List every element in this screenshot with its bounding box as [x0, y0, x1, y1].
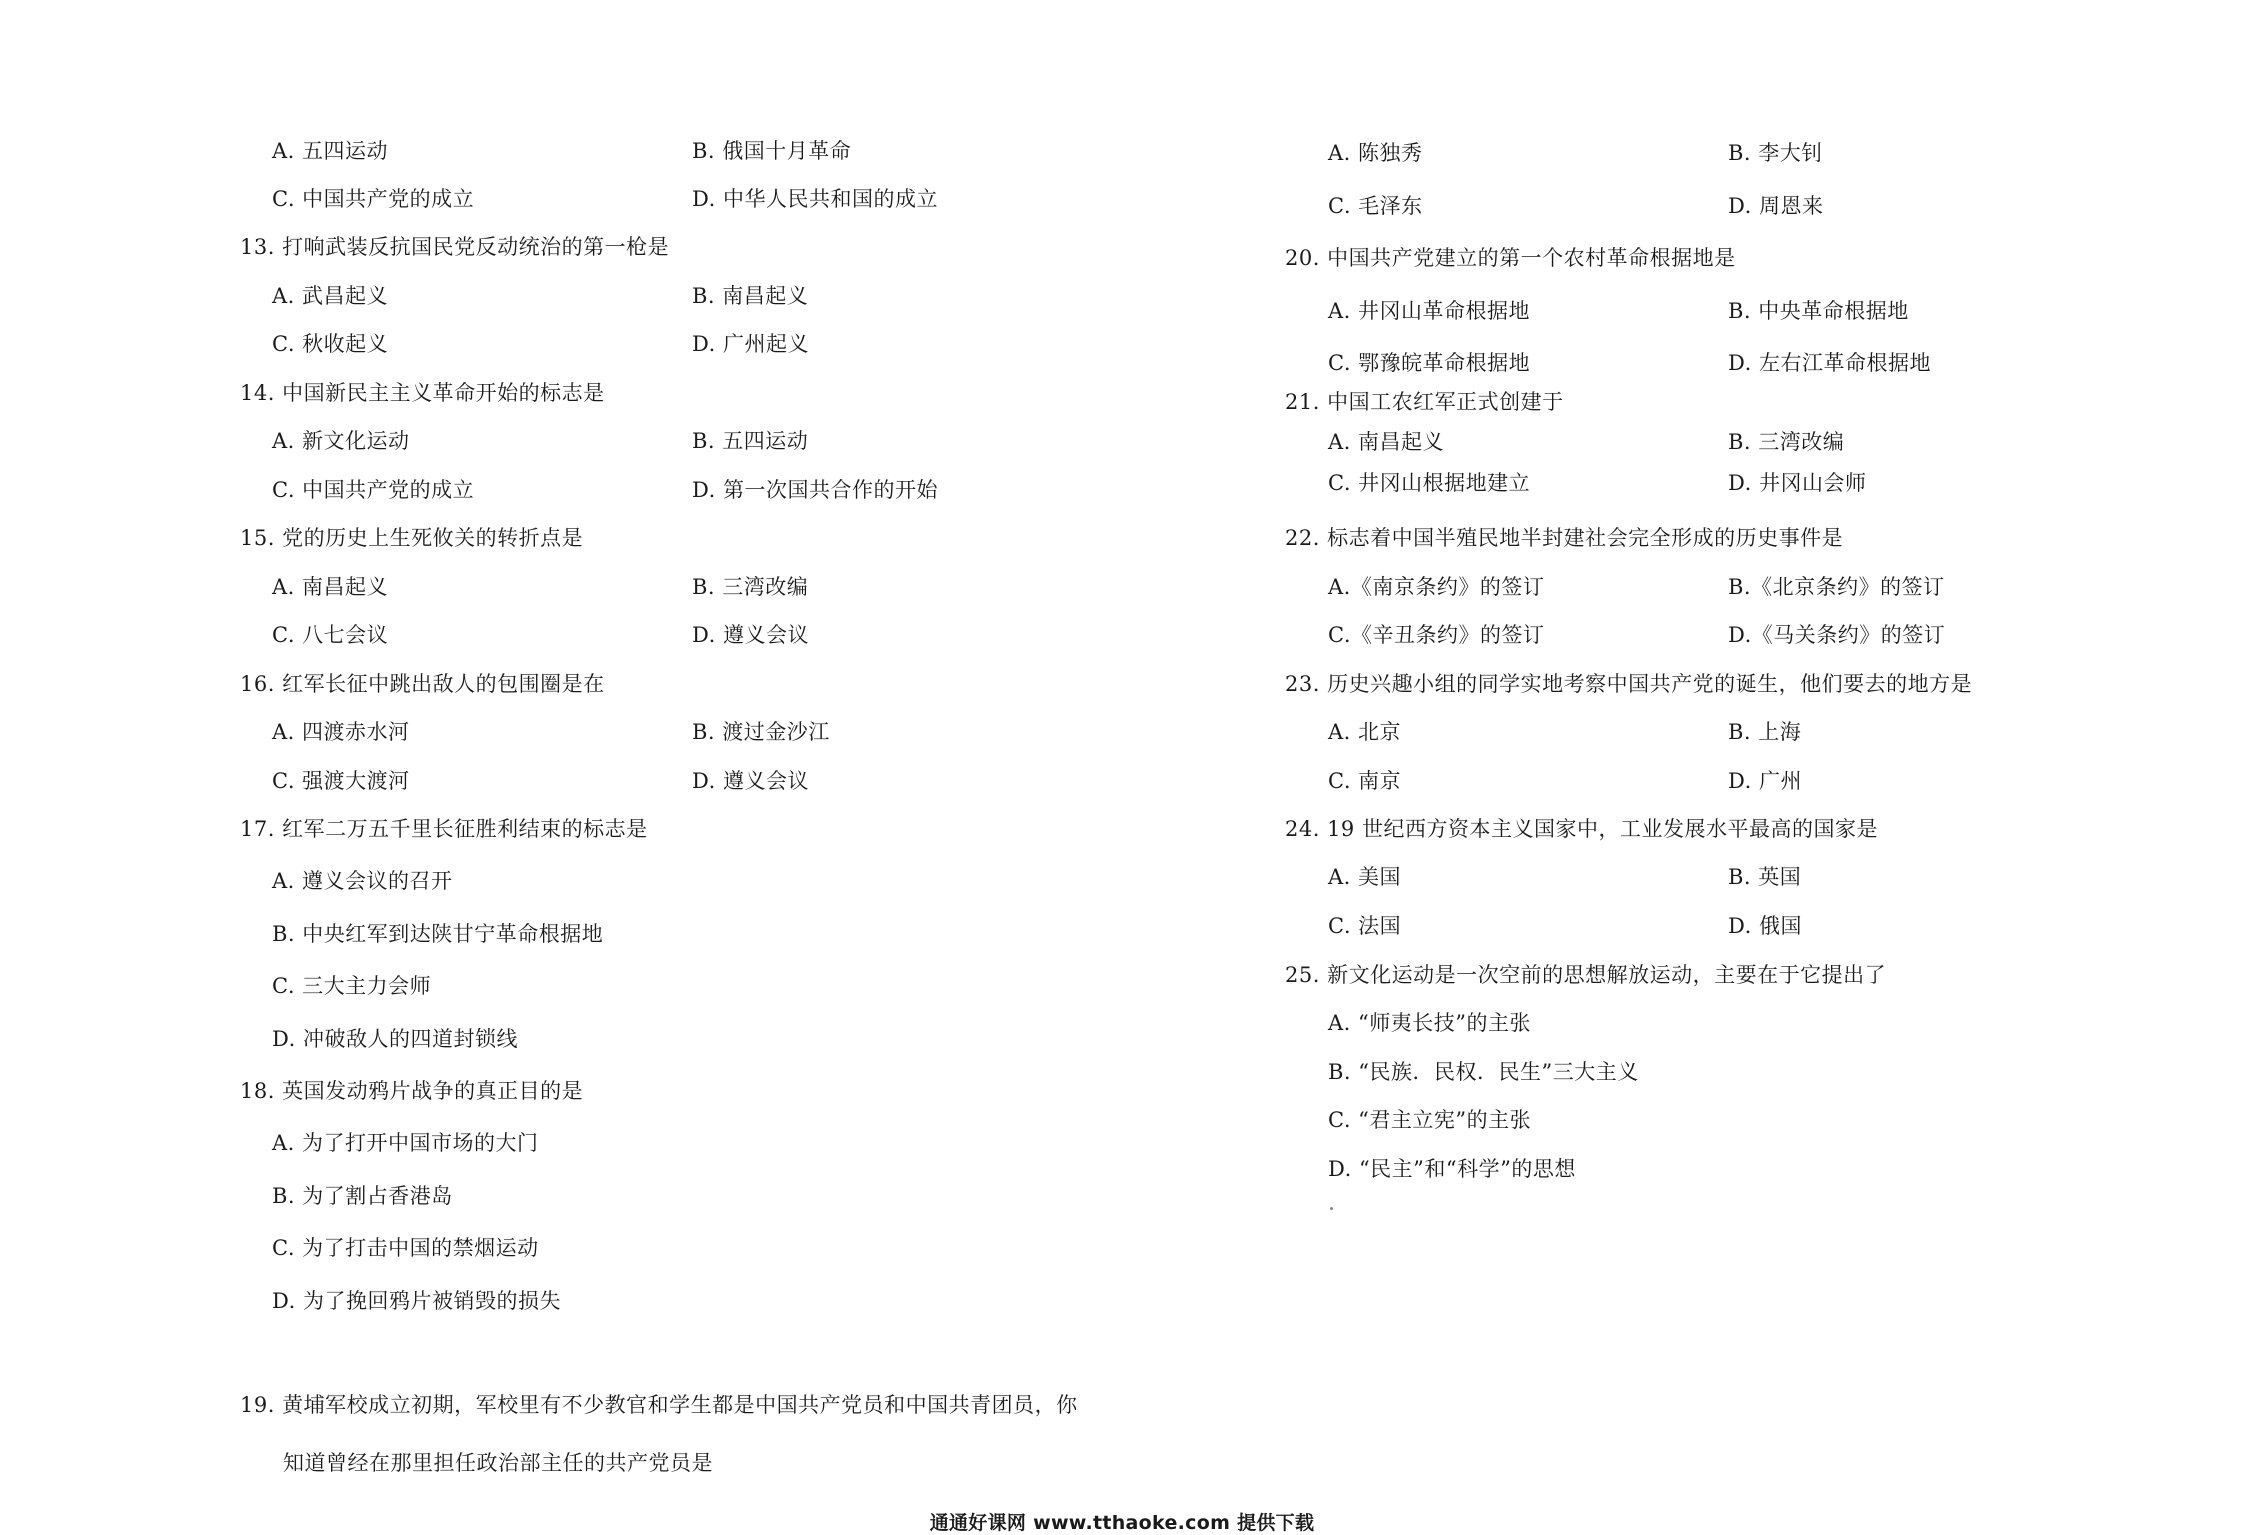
q13-option-d: D. 广州起义 — [692, 332, 809, 356]
q12-option-a: A. 五四运动 — [272, 139, 389, 163]
q19-option-a: A. 陈独秀 — [1328, 141, 1423, 165]
q25-option-d: D. “民主”和“科学”的思想 — [1328, 1157, 1576, 1181]
q17-option-b: B. 中央红军到达陕甘宁革命根据地 — [272, 922, 604, 946]
q21-option-c: C. 井冈山根据地建立 — [1328, 471, 1531, 495]
q23-option-b: B. 上海 — [1728, 720, 1802, 744]
q14-option-d: D. 第一次国共合作的开始 — [692, 478, 938, 502]
q12-option-b: B. 俄国十月革命 — [692, 139, 852, 163]
q17-option-a: A. 遵义会议的召开 — [272, 869, 453, 893]
q15-option-d: D. 遵义会议 — [692, 623, 809, 647]
q15-option-a: A. 南昌起义 — [272, 575, 389, 599]
q23-option-d: D. 广州 — [1728, 769, 1802, 793]
q24-option-b: B. 英国 — [1728, 865, 1802, 889]
q18-option-b: B. 为了割占香港岛 — [272, 1184, 453, 1208]
q19-option-d: D. 周恩来 — [1728, 194, 1824, 218]
q22-option-d: D.《马关条约》的签订 — [1728, 623, 1946, 647]
q16-option-c: C. 强渡大渡河 — [272, 769, 410, 793]
q18-option-d: D. 为了挽回鸦片被销毁的损失 — [272, 1289, 561, 1313]
q14-option-a: A. 新文化运动 — [272, 429, 410, 453]
q16-option-b: B. 渡过金沙江 — [692, 720, 830, 744]
q19-option-b: B. 李大钊 — [1728, 141, 1823, 165]
q20-option-d: D. 左右江革命根据地 — [1728, 351, 1931, 375]
q20-option-c: C. 鄂豫皖革命根据地 — [1328, 351, 1531, 375]
q20-option-b: B. 中央革命根据地 — [1728, 299, 1909, 323]
q12-option-d: D. 中华人民共和国的成立 — [692, 187, 938, 211]
q19-option-c: C. 毛泽东 — [1328, 194, 1423, 218]
q22-option-a: A.《南京条约》的签订 — [1328, 575, 1545, 599]
q18-option-c: C. 为了打击中国的禁烟运动 — [272, 1236, 539, 1260]
q13-option-b: B. 南昌起义 — [692, 284, 809, 308]
q20-option-a: A. 井冈山革命根据地 — [1328, 299, 1531, 323]
q23-stem: 23. 历史兴趣小组的同学实地考察中国共产党的诞生，他们要去的地方是 — [1285, 672, 1973, 696]
q12-option-c: C. 中国共产党的成立 — [272, 187, 475, 211]
footer-watermark: 通通好课网 www.tthaoke.com 提供下载 — [929, 1512, 1315, 1534]
q15-option-b: B. 三湾改编 — [692, 575, 809, 599]
q14-option-c: C. 中国共产党的成立 — [272, 478, 475, 502]
q15-option-c: C. 八七会议 — [272, 623, 389, 647]
q22-stem: 22. 标志着中国半殖民地半封建社会完全形成的历史事件是 — [1285, 526, 1844, 550]
q25-option-a: A. “师夷长技”的主张 — [1328, 1011, 1531, 1035]
q14-stem: 14. 中国新民主主义革命开始的标志是 — [240, 381, 605, 405]
q18-option-a: A. 为了打开中国市场的大门 — [272, 1131, 539, 1155]
q21-stem: 21. 中国工农红军正式创建于 — [1285, 390, 1564, 414]
q16-option-a: A. 四渡赤水河 — [272, 720, 410, 744]
q21-option-b: B. 三湾改编 — [1728, 430, 1845, 454]
q18-stem: 18. 英国发动鸦片战争的真正目的是 — [240, 1079, 584, 1103]
q13-stem: 13. 打响武装反抗国民党反动统治的第一枪是 — [240, 235, 670, 259]
q17-option-c: C. 三大主力会师 — [272, 974, 432, 998]
q13-option-a: A. 武昌起义 — [272, 284, 389, 308]
q22-option-b: B.《北京条约》的签订 — [1728, 575, 1945, 599]
q19-stem-line1: 19. 黄埔军校成立初期，军校里有不少教官和学生都是中国共产党员和中国共青团员，你 — [240, 1393, 1078, 1417]
q16-stem: 16. 红军长征中跳出敌人的包围圈是在 — [240, 672, 605, 696]
q17-stem: 17. 红军二万五千里长征胜利结束的标志是 — [240, 817, 648, 841]
q24-option-d: D. 俄国 — [1728, 914, 1802, 938]
q13-option-c: C. 秋收起义 — [272, 332, 389, 356]
q25-option-b: B. “民族．民权．民生”三大主义 — [1328, 1060, 1639, 1084]
q20-stem: 20. 中国共产党建立的第一个农村革命根据地是 — [1285, 246, 1736, 270]
q25-option-c: C. “君主立宪”的主张 — [1328, 1108, 1532, 1132]
q21-option-d: D. 井冈山会师 — [1728, 471, 1867, 495]
q14-option-b: B. 五四运动 — [692, 429, 809, 453]
q15-stem: 15. 党的历史上生死攸关的转折点是 — [240, 526, 584, 550]
q23-option-c: C. 南京 — [1328, 769, 1402, 793]
q24-option-c: C. 法国 — [1328, 914, 1402, 938]
q21-option-a: A. 南昌起义 — [1328, 430, 1445, 454]
q22-option-c: C.《辛丑条约》的签订 — [1328, 623, 1545, 647]
q25-stem: 25. 新文化运动是一次空前的思想解放运动，主要在于它提出了 — [1285, 963, 1887, 987]
q19-stem-line2: 知道曾经在那里担任政治部主任的共产党员是 — [283, 1451, 713, 1475]
q17-option-d: D. 冲破敌人的四道封锁线 — [272, 1027, 518, 1051]
q24-option-a: A. 美国 — [1328, 865, 1402, 889]
q16-option-d: D. 遵义会议 — [692, 769, 809, 793]
q23-option-a: A. 北京 — [1328, 720, 1402, 744]
stray-mark — [1330, 1207, 1333, 1210]
q24-stem: 24. 19 世纪西方资本主义国家中，工业发展水平最高的国家是 — [1285, 817, 1878, 841]
